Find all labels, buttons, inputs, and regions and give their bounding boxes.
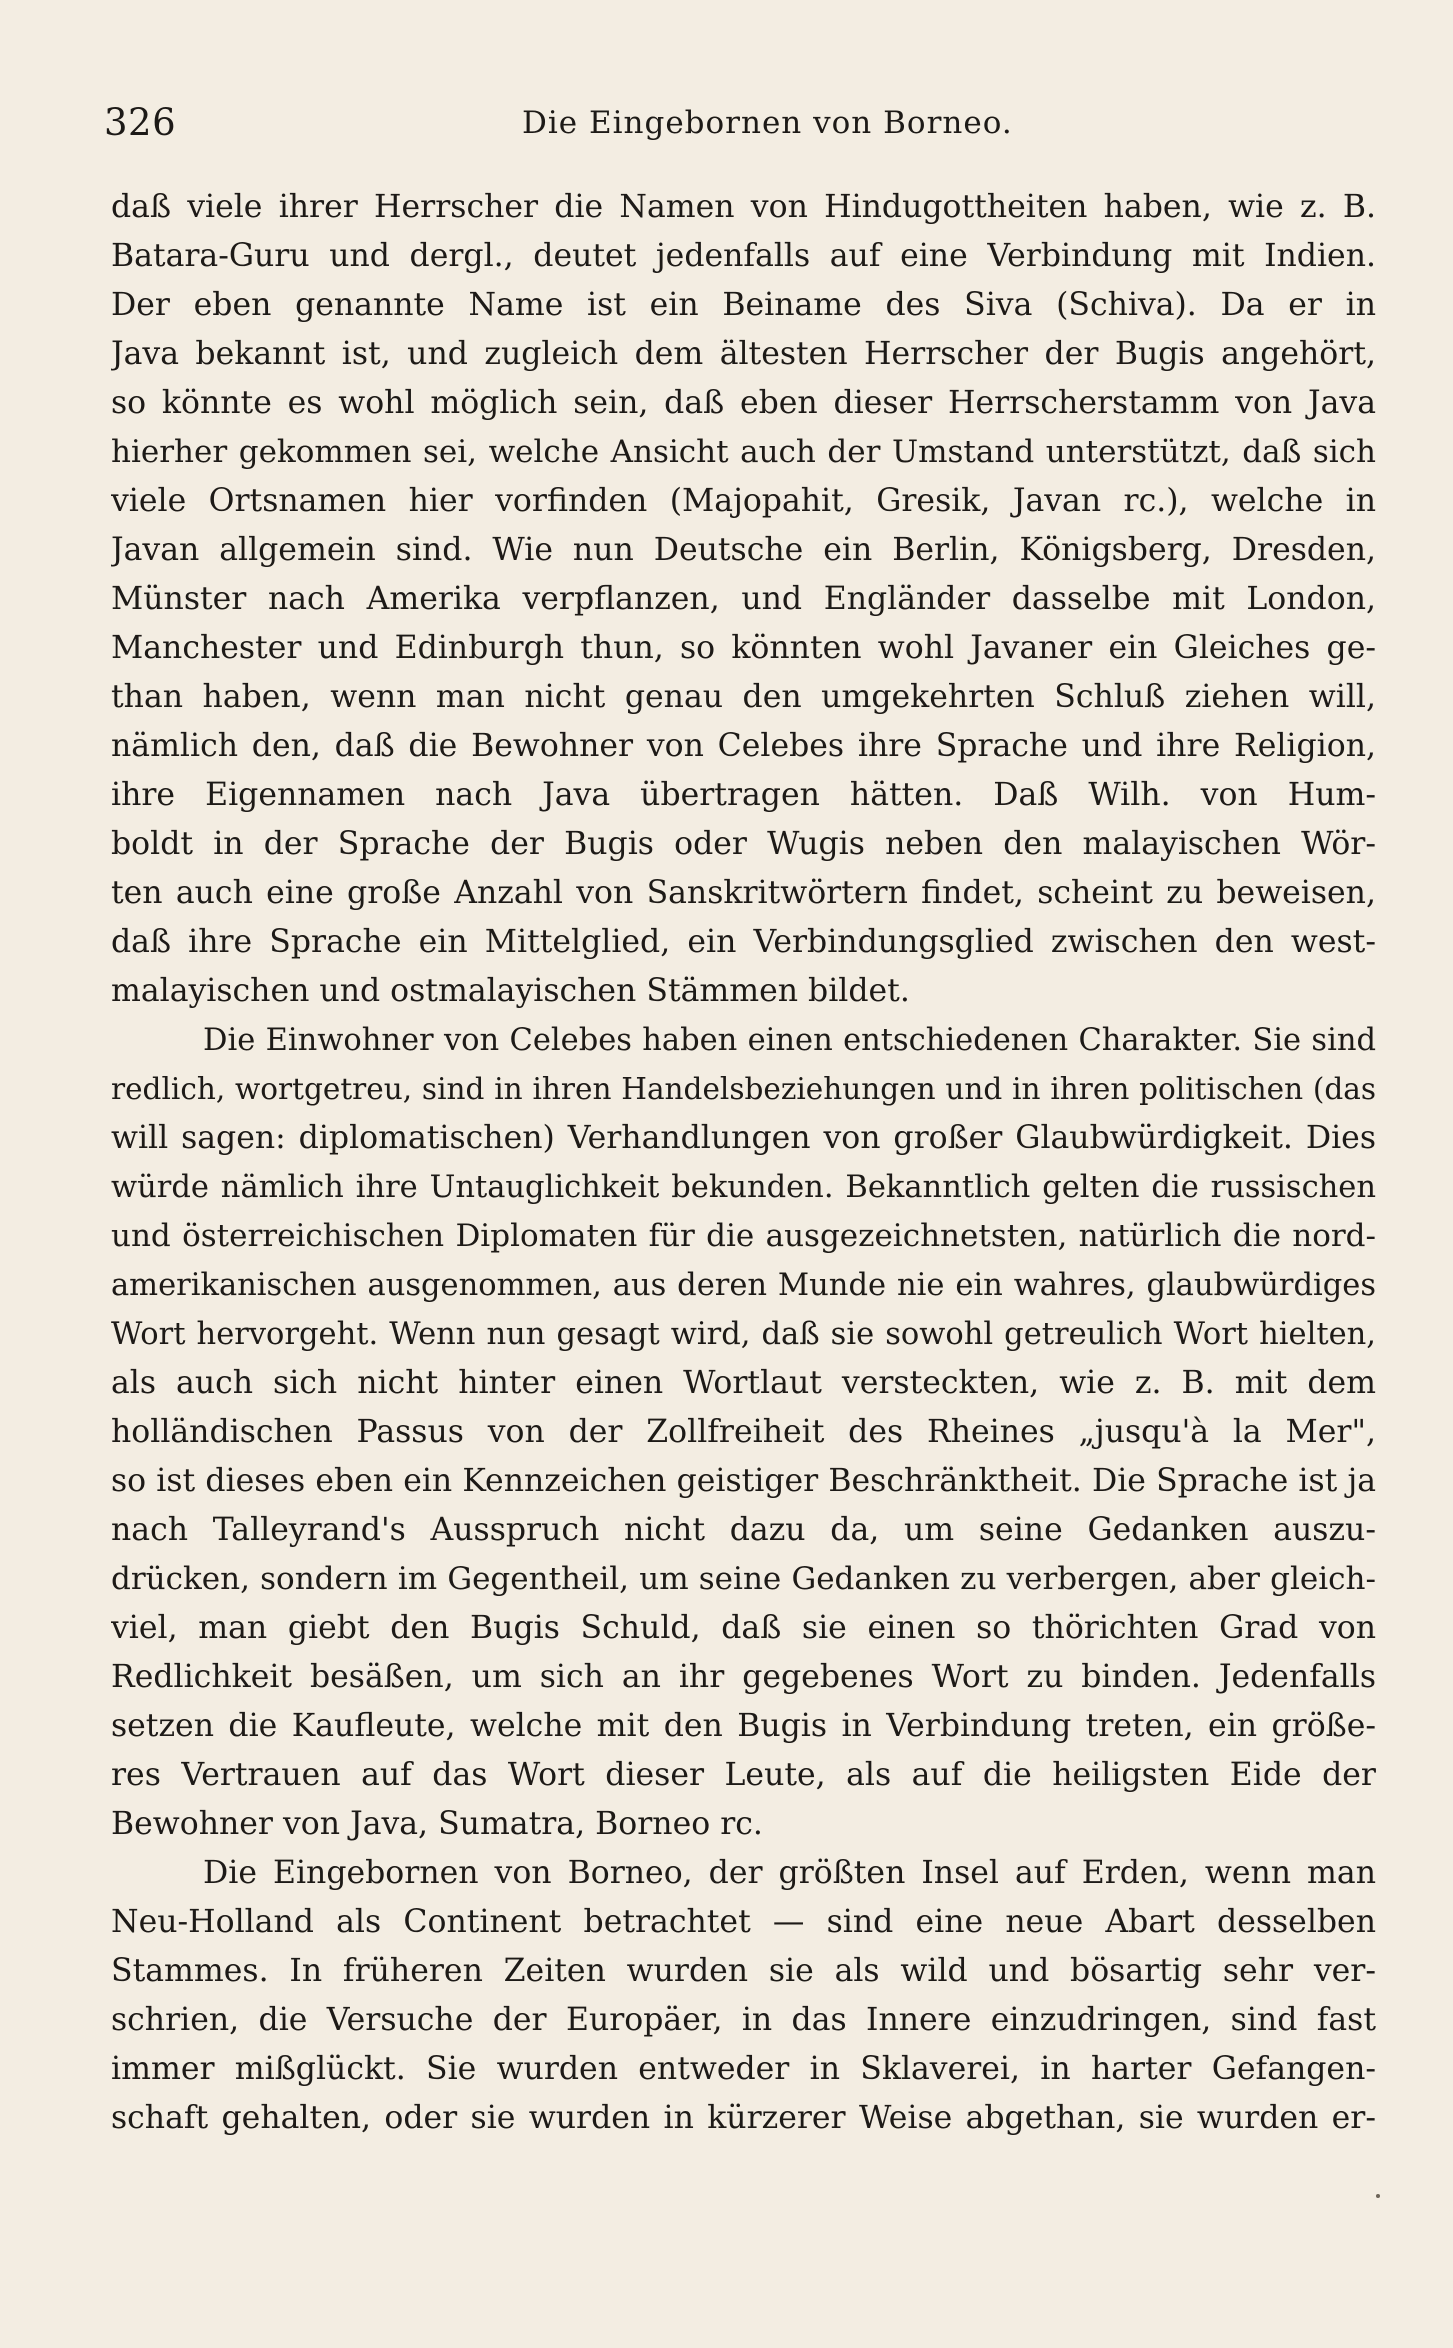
page-number: 326 — [104, 101, 177, 144]
text-line: nach Talleyrand's Ausspruch nicht dazu da, um seine Gedanken auszu- — [111, 1512, 1376, 1548]
text-line: so ist dieses eben ein Kennzeichen geistiger Beschränktheit. Die Sprache ist ja — [111, 1463, 1376, 1499]
text-line: setzen die Kaufleute, welche mit den Bugis in Verbindung treten, ein größe- — [111, 1708, 1376, 1744]
text-line: Wort hervorgeht. Wenn nun gesagt wird, daß sie sowohl getreulich Wort hielten, — [111, 1317, 1376, 1352]
text-line: ihre Eigennamen nach Java übertragen hätten. Daß Wilh. von Hum- — [111, 777, 1376, 813]
text-line: holländischen Passus von der Zollfreiheit des Rheines „jusqu'à la Mer", — [111, 1414, 1376, 1450]
text-line: nämlich den, daß die Bewohner von Celebes ihre Sprache und ihre Religion, — [111, 728, 1376, 764]
text-line: Manchester und Edinburgh thun, so könnten wohl Javaner ein Gleiches ge- — [111, 630, 1376, 666]
text-line: boldt in der Sprache der Bugis oder Wugis neben den malayischen Wör- — [111, 826, 1376, 862]
text-line: und österreichischen Diplomaten für die ausgezeichnetsten, natürlich die nord- — [111, 1218, 1376, 1254]
text-line: ten auch eine große Anzahl von Sanskritwörtern findet, scheint zu beweisen, — [111, 875, 1376, 911]
text-line: amerikanischen ausgenommen, aus deren Munde nie ein wahres, glaubwürdiges — [111, 1268, 1376, 1303]
text-line: daß ihre Sprache ein Mittelglied, ein Verbindungsglied zwischen den west- — [111, 924, 1376, 960]
text-line: redlich, wortgetreu, sind in ihren Handelsbeziehungen und in ihren politischen (das — [111, 1072, 1376, 1106]
paragraph-end-line: malayischen und ostmalayischen Stämmen bildet. — [111, 973, 910, 1009]
paragraph-end-line: Bewohner von Java, Sumatra, Borneo rc. — [111, 1806, 763, 1842]
text-line: Der eben genannte Name ist ein Beiname des Siva (Schiva). Da er in — [111, 287, 1376, 323]
text-line: Stammes. In früheren Zeiten wurden sie als wild und bösartig sehr ver- — [111, 1953, 1376, 1989]
text-line: hierher gekommen sei, welche Ansicht auch der Umstand unterstützt, daß sich — [111, 434, 1376, 470]
paragraph-start-line: Die Einwohner von Celebes haben einen entschiedenen Charakter. Sie sind — [203, 1023, 1376, 1058]
text-line: so könnte es wohl möglich sein, daß eben dieser Herrscherstamm von Java — [111, 385, 1376, 421]
text-line: drücken, sondern im Gegentheil, um seine Gedanken zu verbergen, aber gleich- — [111, 1561, 1376, 1597]
text-line: Batara-Guru und dergl., deutet jedenfalls auf eine Verbindung mit Indien. — [111, 238, 1376, 274]
text-line: als auch sich nicht hinter einen Wortlaut versteckten, wie z. B. mit dem — [111, 1365, 1376, 1401]
text-line: schrien, die Versuche der Europäer, in das Innere einzudringen, sind fast — [111, 2002, 1376, 2038]
page-header — [104, 98, 1374, 148]
text-line: Java bekannt ist, und zugleich dem ältesten Herrscher der Bugis angehört, — [111, 336, 1376, 372]
paragraph-start-line: Die Eingebornen von Borneo, der größten Insel auf Erden, wenn man — [203, 1855, 1376, 1891]
running-title: Die Eingebornen von Borneo. — [522, 105, 1013, 141]
text-line: Redlichkeit besäßen, um sich an ihr gegebenes Wort zu binden. Jedenfalls — [111, 1659, 1376, 1695]
text-line: will sagen: diplomatischen) Verhandlungen von großer Glaubwürdigkeit. Dies — [111, 1120, 1376, 1156]
text-line: Javan allgemein sind. Wie nun Deutsche ein Berlin, Königsberg, Dresden, — [111, 532, 1376, 568]
text-line: Neu-Holland als Continent betrachtet — sind eine neue Abart desselben — [111, 1904, 1376, 1940]
text-line: res Vertrauen auf das Wort dieser Leute, als auf die heiligsten Eide der — [111, 1757, 1376, 1793]
body-text — [111, 183, 1376, 2143]
text-line: daß viele ihrer Herrscher die Namen von Hindugottheiten haben, wie z. B. — [111, 189, 1376, 225]
text-line: viel, man giebt den Bugis Schuld, daß sie einen so thörichten Grad von — [111, 1610, 1376, 1646]
text-line: immer mißglückt. Sie wurden entweder in Sklaverei, in harter Gefangen- — [111, 2051, 1376, 2087]
text-line: schaft gehalten, oder sie wurden in kürzerer Weise abgethan, sie wurden er- — [111, 2100, 1376, 2136]
text-line: than haben, wenn man nicht genau den umgekehrten Schluß ziehen will, — [111, 679, 1376, 715]
print-speck — [1376, 2194, 1380, 2198]
text-line: viele Ortsnamen hier vorfinden (Majopahit, Gresik, Javan rc.), welche in — [111, 483, 1376, 519]
text-line: würde nämlich ihre Untauglichkeit bekunden. Bekanntlich gelten die russischen — [111, 1170, 1376, 1205]
text-line: Münster nach Amerika verpflanzen, und Engländer dasselbe mit London, — [111, 581, 1376, 617]
